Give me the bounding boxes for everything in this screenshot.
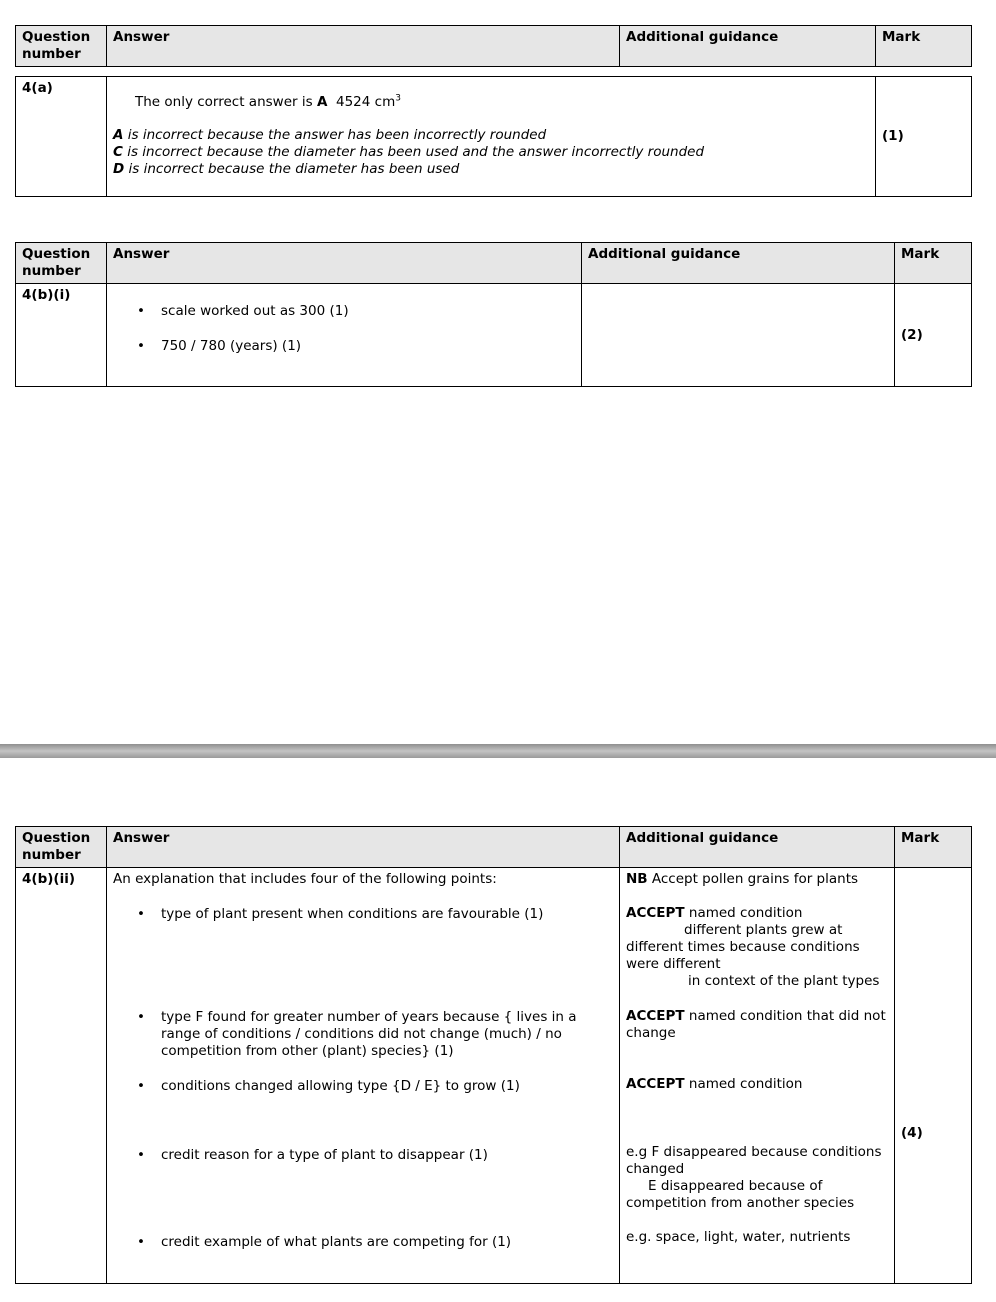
- guidance-point: e.g. space, light, water, nutrients: [626, 1229, 851, 1245]
- question-number: 4(b)(ii): [16, 868, 107, 1284]
- mark-header: Mark: [895, 827, 972, 868]
- header-row: [16, 26, 972, 67]
- guidance-nb: NB Accept pollen grains for plants: [626, 871, 859, 887]
- list-item: • credit example of what plants are competing for (1): [113, 1234, 613, 1251]
- guidance-cell: [620, 868, 895, 1284]
- list-item: • scale worked out as 300 (1): [113, 303, 575, 320]
- question-number-header: Question number: [16, 827, 107, 868]
- q4a-row: [16, 77, 972, 197]
- distractor-line: C is incorrect because the diameter has been used and the answer incorrectly rounded: [113, 144, 705, 160]
- list-item: • credit reason for a type of plant to disappear (1): [113, 1147, 613, 1164]
- question-number-header: Question number: [16, 26, 107, 67]
- mark-value: (4): [895, 868, 972, 1284]
- answer-cell: [107, 868, 620, 1284]
- answer-intro: An explanation that includes four of the following points:: [113, 871, 497, 887]
- guidance-header: Additional guidance: [620, 827, 895, 868]
- q4bi-row: [16, 284, 972, 387]
- answer-bullets: [113, 303, 575, 355]
- q4bii-row: [16, 868, 972, 1284]
- guidance-point: ACCEPT named condition that did not change: [626, 1008, 886, 1041]
- mark-header: Mark: [876, 26, 972, 67]
- mark-header: Mark: [895, 243, 972, 284]
- q4bi-table: [15, 242, 972, 387]
- list-item: • type F found for greater number of years because { lives in a range of conditions / conditions did not change (much) / no competition from other (plant) species} (1): [113, 1009, 613, 1060]
- list-item: • conditions changed allowing type {D / E} to grow (1): [113, 1078, 613, 1095]
- header-row: [16, 243, 972, 284]
- answer-header: Answer: [107, 243, 582, 284]
- answer-cell: [107, 77, 876, 197]
- answer-header: Answer: [107, 26, 620, 67]
- list-item: • type of plant present when conditions are favourable (1): [113, 906, 613, 923]
- distractor-line: A is incorrect because the answer has been incorrectly rounded: [113, 127, 547, 143]
- mark-value: (2): [895, 284, 972, 387]
- correct-answer: The only correct answer is A 4524 $cm^3$: [135, 93, 401, 110]
- mark-value: (1): [876, 77, 972, 197]
- header-row: [16, 827, 972, 868]
- answer-header: Answer: [107, 827, 620, 868]
- guidance-point: ACCEPT named condition different plants grew at different times because conditions were different in context of the plant types: [626, 905, 880, 989]
- list-item: • 750 / 780 (years) (1): [113, 338, 575, 355]
- answer-bullets: [113, 906, 613, 1251]
- q4bii-table: [15, 826, 972, 1284]
- guidance-point: ACCEPT named condition: [626, 1076, 803, 1092]
- question-number-header: Question number: [16, 243, 107, 284]
- guidance-header: Additional guidance: [582, 243, 895, 284]
- question-number: 4(a): [16, 77, 107, 197]
- question-number: 4(b)(i): [16, 284, 107, 387]
- guidance-point: e.g F disappeared because conditions changed E disappeared because of competition from another species: [626, 1144, 882, 1211]
- distractor-line: D is incorrect because the diameter has been used: [113, 161, 460, 177]
- answer-cell: [107, 284, 582, 387]
- guidance-cell: [582, 284, 895, 387]
- q4a-body-table: [15, 76, 972, 197]
- guidance-header: Additional guidance: [620, 26, 876, 67]
- page-divider: [0, 744, 996, 758]
- q4a-header-table: [15, 25, 972, 67]
